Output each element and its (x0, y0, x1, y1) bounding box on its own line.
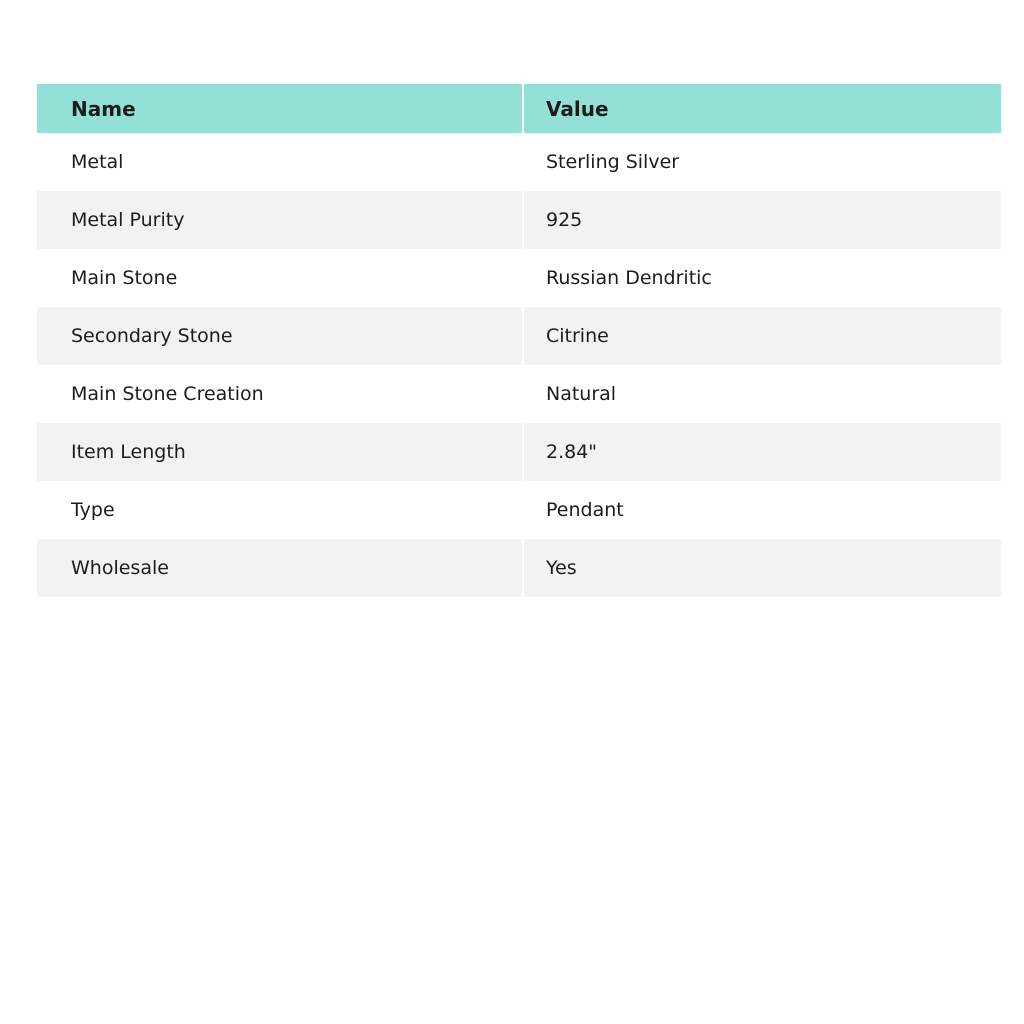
attribute-value-cell: Natural (523, 365, 1001, 423)
attribute-value-cell: Citrine (523, 307, 1001, 365)
table-row (37, 249, 1001, 307)
table-row (37, 481, 1001, 539)
table-row (37, 365, 1001, 423)
attribute-value-cell: 925 (523, 191, 1001, 249)
attribute-name-cell: Secondary Stone (37, 307, 523, 365)
attribute-value-cell: Sterling Silver (523, 133, 1001, 191)
attribute-name-cell: Type (37, 481, 523, 539)
table-row (37, 539, 1001, 597)
column-header-name: Name (37, 84, 523, 133)
table-row (37, 191, 1001, 249)
attribute-value-cell: 2.84" (523, 423, 1001, 481)
attribute-name-cell: Metal Purity (37, 191, 523, 249)
attribute-name-cell: Item Length (37, 423, 523, 481)
table-row (37, 307, 1001, 365)
attribute-value-cell: Pendant (523, 481, 1001, 539)
table-row (37, 423, 1001, 481)
attribute-value-cell: Russian Dendritic (523, 249, 1001, 307)
attribute-name-cell: Wholesale (37, 539, 523, 597)
table-row (37, 133, 1001, 191)
attribute-name-cell: Main Stone (37, 249, 523, 307)
attribute-value-cell: Yes (523, 539, 1001, 597)
column-header-value: Value (523, 84, 1001, 133)
table-header-row (37, 84, 1001, 133)
product-attributes-table (37, 84, 1001, 597)
attribute-name-cell: Main Stone Creation (37, 365, 523, 423)
attribute-name-cell: Metal (37, 133, 523, 191)
